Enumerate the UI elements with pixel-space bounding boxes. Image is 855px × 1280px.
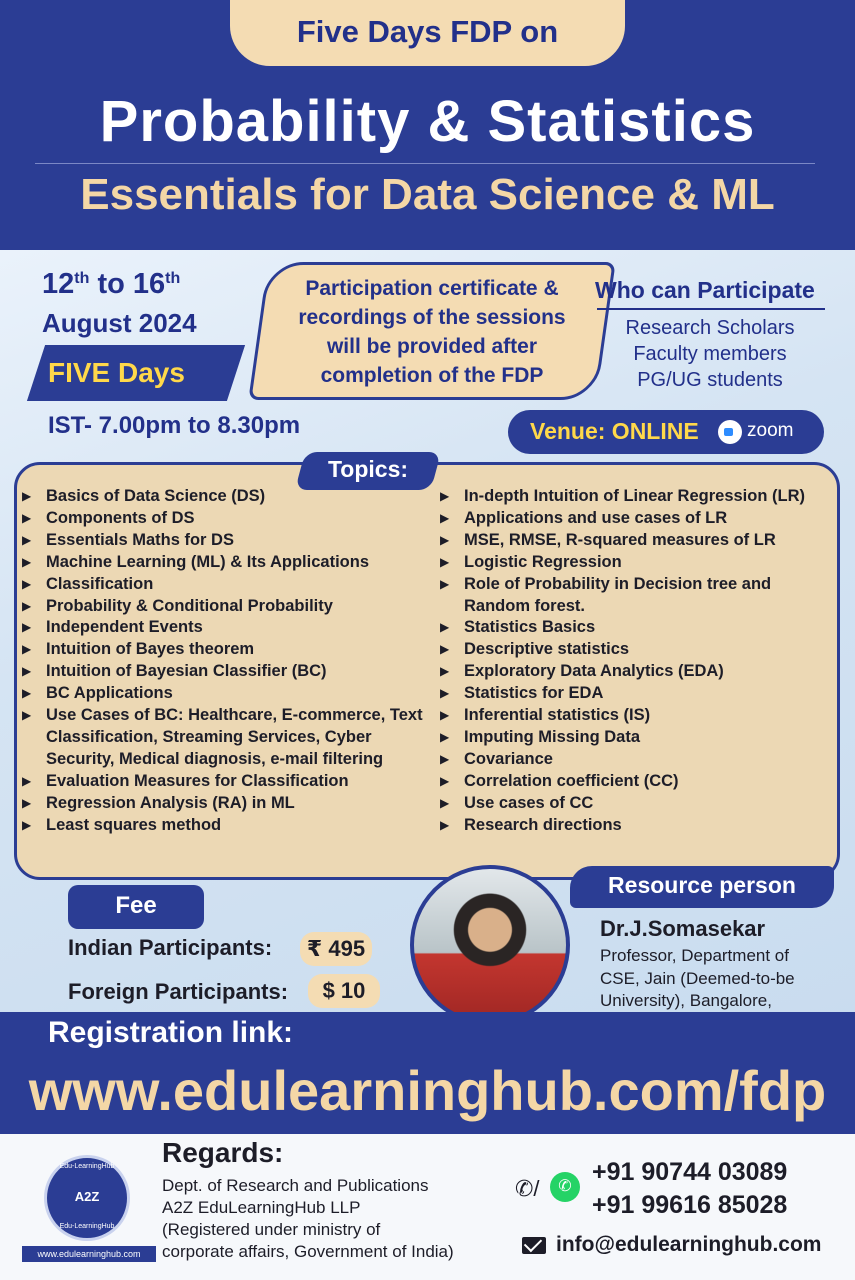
org-line: Dept. of Research and Publications: [162, 1176, 429, 1195]
topic-item: ▶ Intuition of Bayes theorem: [22, 639, 432, 661]
session-time: IST- 7.00pm to 8.30pm: [48, 412, 301, 439]
certificate-note: [262, 274, 602, 390]
start-suffix: th: [74, 270, 90, 287]
topic-item: ▶ Use Cases of BC: Healthcare, E-commerce, Text Classification, Streaming Services, Cyber Security, Medical diagnosis, e-mail filtering: [22, 705, 432, 771]
topic-item: ▶ Regression Analysis (RA) in ML: [22, 793, 432, 815]
org-line: A2Z EduLearningHub LLP: [162, 1198, 361, 1217]
topic-item: ▶ In-depth Intuition of Linear Regression (LR): [440, 486, 840, 508]
rp-line: Professor, Department of: [600, 946, 789, 965]
rp-line: CSE, Jain (Deemed-to-be: [600, 968, 795, 988]
phone-number-2[interactable]: +91 99616 85028: [592, 1191, 788, 1219]
topic-item: ▶ Covariance: [440, 749, 840, 771]
mail-icon: [522, 1237, 546, 1254]
who-list: [595, 315, 825, 393]
topic-item: ▶ BC Applications: [22, 683, 432, 705]
resource-person-photo: [410, 865, 570, 1025]
topic-item: ▶ Components of DS: [22, 508, 432, 530]
duration-text: FIVE Days: [48, 357, 185, 388]
end-suffix: th: [165, 270, 181, 287]
certificate-line: will be provided after: [326, 335, 538, 358]
indian-fee-label: Indian Participants:: [68, 935, 273, 960]
registration-label: Registration link:: [48, 1016, 294, 1049]
resource-person-name: Dr.J.Somasekar: [600, 916, 766, 941]
rp-line: University), Bangalore,: [600, 991, 772, 1010]
month-year: August 2024: [42, 308, 197, 338]
date-to: to: [97, 268, 125, 300]
zoom-icon: [718, 420, 742, 444]
end-day: 16: [132, 268, 166, 300]
registration-link[interactable]: www.edulearninghub.com/fdp: [28, 1059, 827, 1122]
organization-details: [162, 1175, 454, 1263]
topics-left-column: [22, 486, 432, 837]
who-item: Faculty members: [633, 343, 787, 365]
topic-item: ▶ Exploratory Data Analytics (EDA): [440, 661, 840, 683]
topic-item: ▶ Applications and use cases of LR: [440, 508, 840, 530]
topic-item: ▶ Use cases of CC: [440, 793, 840, 815]
topic-item: ▶ Basics of Data Science (DS): [22, 486, 432, 508]
subtitle: Essentials for Data Science & ML: [80, 170, 775, 219]
topic-item: ▶ Role of Probability in Decision tree and Random forest.: [440, 574, 840, 618]
topic-item: ▶ Logistic Regression: [440, 552, 840, 574]
email-address[interactable]: info@edulearninghub.com: [556, 1233, 822, 1256]
topic-item: ▶ Independent Events: [22, 617, 432, 639]
title-divider: [35, 163, 815, 164]
logo-bottom-text: Edu-LearningHub: [59, 1223, 115, 1230]
topic-item: ▶ Essentials Maths for DS: [22, 530, 432, 552]
topic-item: ▶ Machine Learning (ML) & Its Applications: [22, 552, 432, 574]
venue-text: Venue: ONLINE: [530, 418, 699, 444]
org-line: corporate affairs, Government of India): [162, 1242, 454, 1261]
topics-title: Topics:: [327, 456, 409, 482]
topic-item: ▶ Least squares method: [22, 815, 432, 837]
kicker-text: Five Days FDP on: [296, 14, 559, 49]
indian-fee-value: ₹ 495: [300, 932, 372, 966]
fee-title: Fee: [115, 892, 157, 919]
certificate-line: Participation certificate &: [305, 277, 559, 300]
topic-item: ▶ Statistics Basics: [440, 617, 840, 639]
resource-person-title: Resource person: [608, 872, 796, 898]
certificate-line: completion of the FDP: [320, 364, 544, 387]
who-item: PG/UG students: [637, 369, 783, 391]
topic-item: ▶ Imputing Missing Data: [440, 727, 840, 749]
topic-item: ▶ Research directions: [440, 815, 840, 837]
foreign-fee-label: Foreign Participants:: [68, 979, 289, 1004]
topic-item: ▶ Inferential statistics (IS): [440, 705, 840, 727]
kicker-pill: [230, 0, 625, 66]
topic-item: ▶ Evaluation Measures for Classification: [22, 771, 432, 793]
who-title: Who can Participate: [595, 277, 815, 303]
start-day: 12: [42, 268, 75, 300]
topic-item: ▶ Intuition of Bayesian Classifier (BC): [22, 661, 432, 683]
foreign-fee-value: $ 10: [308, 974, 380, 1008]
topic-item: ▶ MSE, RMSE, R-squared measures of LR: [440, 530, 840, 552]
topic-item: ▶ Classification: [22, 574, 432, 596]
org-line: (Registered under ministry of: [162, 1220, 381, 1239]
certificate-line: recordings of the sessions: [298, 306, 566, 329]
date-range: [42, 268, 180, 301]
who-underline: [597, 308, 825, 310]
logo-mark: A2Z: [74, 1189, 100, 1204]
who-item: Research Scholars: [625, 317, 795, 339]
topics-right-column: [440, 486, 840, 837]
regards-heading: Regards:: [162, 1137, 284, 1168]
logo-url: www.edulearninghub.com: [22, 1246, 156, 1262]
zoom-label: zoom: [747, 420, 794, 441]
main-title: Probability & Statistics: [99, 89, 756, 154]
topic-item: ▶ Statistics for EDA: [440, 683, 840, 705]
topic-item: ▶ Probability & Conditional Probability: [22, 596, 432, 618]
phone-number-1[interactable]: +91 90744 03089: [592, 1158, 788, 1186]
logo-top-text: Edu-LearningHub: [59, 1163, 115, 1170]
topic-item: ▶ Descriptive statistics: [440, 639, 840, 661]
topic-item: ▶ Correlation coefficient (CC): [440, 771, 840, 793]
whatsapp-icon: ✆: [550, 1172, 580, 1202]
phone-icon: ✆/: [515, 1176, 540, 1201]
